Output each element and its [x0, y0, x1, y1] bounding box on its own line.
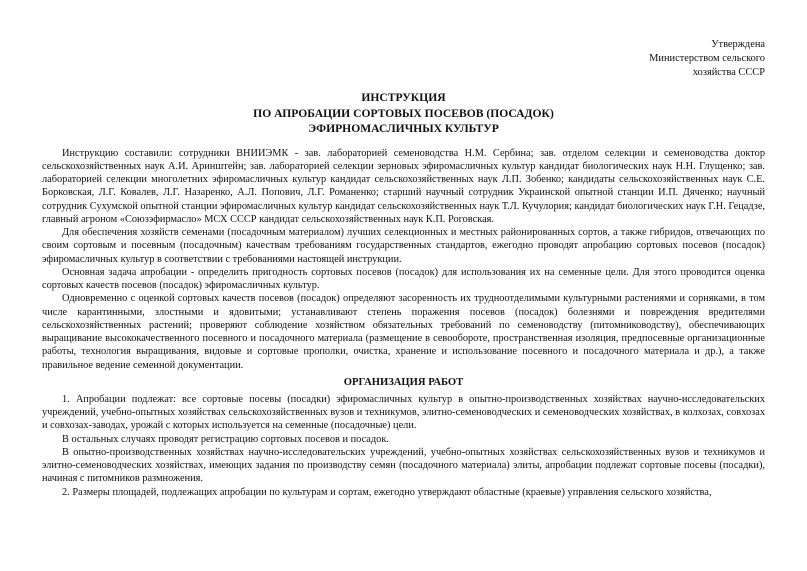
paragraph: 1. Апробации подлежат: все сортовые посевы (посадки) эфиромасличных культур в опытно-производственных хозяйствах научно-исследовательских учреждений, учебно-опытных хозяйствах сельскохозяйственных вузов и техникумов, элитно-семеноводческих и семеноводческих хозяйствах, в колхозах, совхозах и совхозах-заводах, урожай с которых используется на семенные (посадочные) цели. — [42, 393, 765, 432]
title-line: ПО АПРОБАЦИИ СОРТОВЫХ ПОСЕВОВ (ПОСАДОК) — [253, 106, 554, 120]
title-line: ЭФИРНОМАСЛИЧНЫХ КУЛЬТУР — [308, 122, 499, 135]
approval-stamp — [649, 38, 765, 80]
paragraph: В опытно-производственных хозяйствах научно-исследовательских учреждений, учебно-опытных хозяйствах сельскохозяйственных вузов и техникумов и элитно-семеноводческих хозяйствах, имеющих задания по производству семян (посадочного материала) элиты, апробации подлежат сортовые посевы (посадки), начиная с питомников размножения. — [42, 446, 765, 485]
authors-paragraph: Инструкцию составили: сотрудники ВНИИЭМК - зав. лабораторией семеноводства Н.М. Сербина; зав. отделом селекции и семеноводства доктор сельскохозяйственных наук А.И. Аринштейн; зав. лабораторией селекции зерновых эфиромасличных культур кандидат биологических наук Н.Н. Глущенко; зав. лабораторией селекции многолетних эфиромасличных культур кандидат сельскохозяйственных наук Л.П. Зобенко; кандидаты сельскохозяйственных наук С.Е. Борковская, Л.Г. Ковалев, Л.Г. Назаренко, А.Л. Попович, Л.Г. Романенко; старший научный сотрудник Украинской опытной станции И.П. Дяченко; научный сотрудник Сухумской опытной станции эфиромасличных культур кандидат сельскохозяйственных наук Т.Л. Кучулория; кандидат биологических наук Г.Н. Гецадзе, главный агроном «Союзэфирмасло» МСХ СССР кандидат сельскохозяйственных наук К.П. Роговская. — [42, 147, 765, 225]
paragraph: В остальных случаях проводят регистрацию сортовых посевов и посадок. — [62, 433, 389, 445]
paragraph: Основная задача апробации - определить пригодность сортовых посевов (посадок) для использования их на семенные цели. Для этого проводится оценка сортовых качеств посевов (посадок) эфиромасличных культур. — [42, 266, 765, 291]
approval-line: хозяйства СССР — [692, 67, 765, 78]
approval-line: Утверждена — [711, 39, 765, 50]
paragraph: Одновременно с оценкой сортовых качеств посевов (посадок) определяют засоренность их трудноотделимыми культурными растениями и сорняками, в том числе карантинными, злостными и ядовитыми; устанавливают степень поражения посевов (посадок) болезнями и повреждения вредителями сельскохозяйственных растений; проверяют соблюдение хозяйством обязательных требований по семеноводству (питомниководству), обеспечивающих выращивание высококачественного посевного и посадочного материала (размещение в севообороте, пространственная изоляция, предпосевные организационные работы, технология выращивания, видовые и сортовые прополки, очистка, хранение и использование посевного и посадочного материала и др.), а также правильное ведение семенной документации. — [42, 293, 765, 371]
title-line: ИНСТРУКЦИЯ — [361, 91, 446, 104]
paragraph: Для обеспечения хозяйств семенами (посадочным материалом) лучших селекционных и местных районированных сортов, а также гибридов, отвечающих по своим сортовым и посевным (посадочным) качествам требованиям государственных стандартов, ежегодно проводят апробацию сортовых посевов (посадок) эфиромасличных культур в соответствии с требованиями настоящей инструкции. — [42, 227, 765, 265]
section-heading: ОРГАНИЗАЦИЯ РАБОТ — [343, 376, 464, 388]
approval-line: Министерством сельского — [649, 53, 765, 64]
document-title — [42, 90, 765, 137]
document-body — [42, 147, 765, 499]
paragraph: 2. Размеры площадей, подлежащих апробации по культурам и сортам, ежегодно утверждают областные (краевые) управления сельского хозяйства, — [62, 486, 712, 498]
